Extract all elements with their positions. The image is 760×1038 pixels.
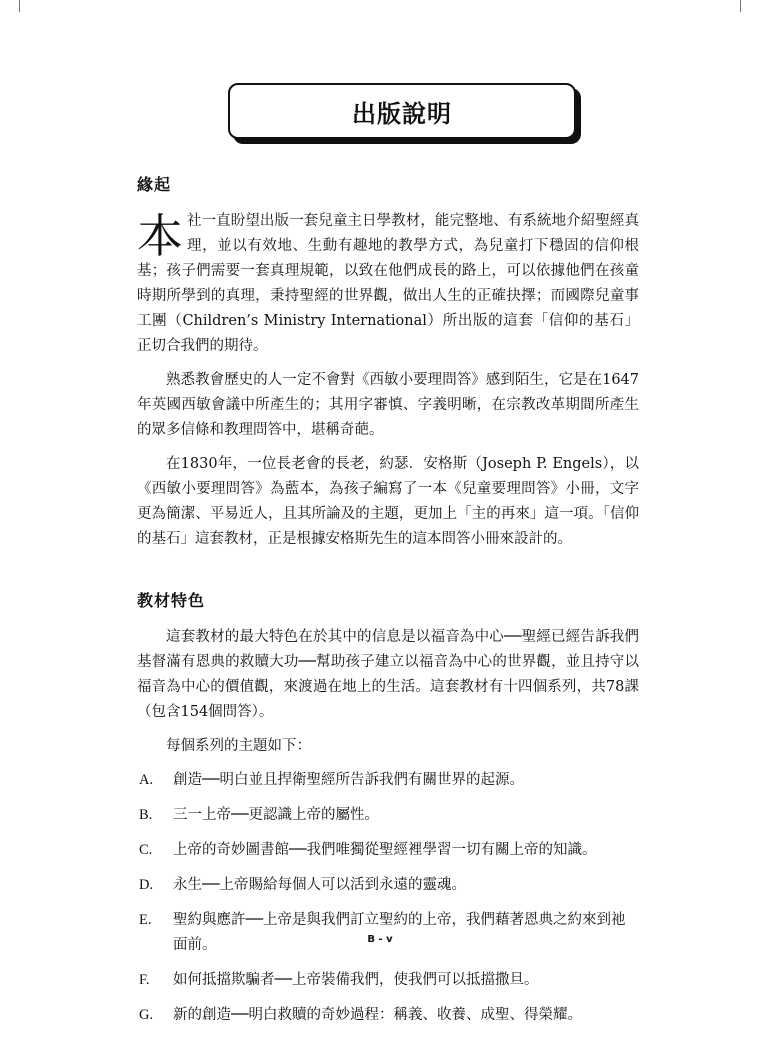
section-heading-features: 教材特色 (137, 591, 206, 610)
drop-cap: 本 (137, 209, 183, 263)
list-item-name: 創造 (173, 772, 202, 788)
list-item-letter: C. (139, 842, 153, 858)
list-item-letter: E. (139, 912, 152, 928)
list-item-name: 新的創造 (173, 1007, 231, 1023)
list-item-name: 如何抵擋欺騙者 (173, 972, 275, 988)
list-item (137, 873, 639, 898)
list-item (137, 768, 639, 793)
list-item-letter: A. (139, 772, 154, 788)
page-title: 出版說明 (228, 83, 576, 139)
list-item-letter: F. (139, 972, 150, 988)
section-heading-origin: 緣起 (137, 175, 172, 194)
list-item-letter: G. (139, 1007, 154, 1023)
origin-paragraph-1-text: 社一直盼望出版一套兒童主日學教材，能完整地、有系統地介紹聖經真理，並以有效地、生動有趣地的教學方式，為兒童打下穩固的信仰根基；孩子們需要一套真理規範，以致在他們成長的路上，可以依據他們在孩童時期所學到的真理，秉持聖經的世界觀，做出人生的正確抉擇；而國際兒童事工團（Children’s Ministry International）所出版的這套「信仰的基石」正切合我們的期待。 (137, 213, 639, 354)
list-item (137, 1003, 639, 1028)
crop-mark-right (740, 0, 741, 12)
list-item (137, 968, 639, 993)
list-item-desc: ──上帝賜給每個人可以活到永遠的靈魂。 (202, 877, 466, 893)
list-item-name: 永生 (173, 877, 202, 893)
features-paragraph-2: 每個系列的主題如下： (166, 738, 311, 754)
main-content (137, 172, 639, 1038)
origin-paragraph-2: 熟悉教會歷史的人一定不會對《西敏小要理問答》感到陌生，它是在1647年英國西敏會議中所產生的；其用字審慎、字義明晰，在宗教改革期間所產生的眾多信條和教理問答中，堪稱奇葩。 (137, 372, 639, 438)
list-item (137, 803, 639, 828)
series-list (137, 768, 639, 1028)
list-item (137, 838, 639, 863)
features-paragraph-1: 這套教材的最大特色在於其中的信息是以福音為中心──聖經已經告訴我們基督滿有恩典的救贖大功──幫助孩子建立以福音為中心的世界觀，並且持守以福音為中心的價值觀，來渡過在地上的生活。這套教材有十四個系列，共78課（包含154個問答）。 (137, 629, 639, 720)
list-item-name: 聖約與應許 (173, 912, 246, 928)
list-item-letter: D. (139, 877, 154, 893)
origin-paragraph-1 (137, 209, 639, 359)
crop-mark-left (19, 0, 20, 12)
list-item-desc: ──上帝裝備我們，使我們可以抵擋撒旦。 (274, 972, 539, 988)
list-item-desc: ──明白救贖的奇妙過程：稱義、收養、成聖、得榮耀。 (231, 1007, 582, 1023)
list-item-letter: B. (139, 807, 153, 823)
list-item-name: 上帝的奇妙圖書館 (173, 842, 289, 858)
title-banner (228, 83, 578, 141)
list-item-desc: ──上帝是與我們訂立聖約的上帝，我們藉著恩典之約來到祂面前。 (173, 912, 626, 953)
list-item-desc: ──明白並且捍衛聖經所告訴我們有關世界的起源。 (202, 772, 524, 788)
list-item-desc: ──更認識上帝的屬性。 (231, 807, 379, 823)
list-item-name: 三一上帝 (173, 807, 231, 823)
list-item (137, 908, 639, 958)
page-number: B - v (367, 934, 393, 945)
list-item-desc: ──我們唯獨從聖經裡學習一切有關上帝的知識。 (289, 842, 597, 858)
origin-paragraph-3: 在1830年，一位長老會的長老，約瑟．安格斯（Joseph P. Engels），以《西敏小要理問答》為藍本，為孩子編寫了一本《兒童要理問答》小冊，文字更為簡潔、平易近人，且其所論及的主題，更加上「主的再來」這一項。「信仰的基石」這套教材，正是根據安格斯先生的這本問答小冊來設計的。 (137, 456, 639, 547)
